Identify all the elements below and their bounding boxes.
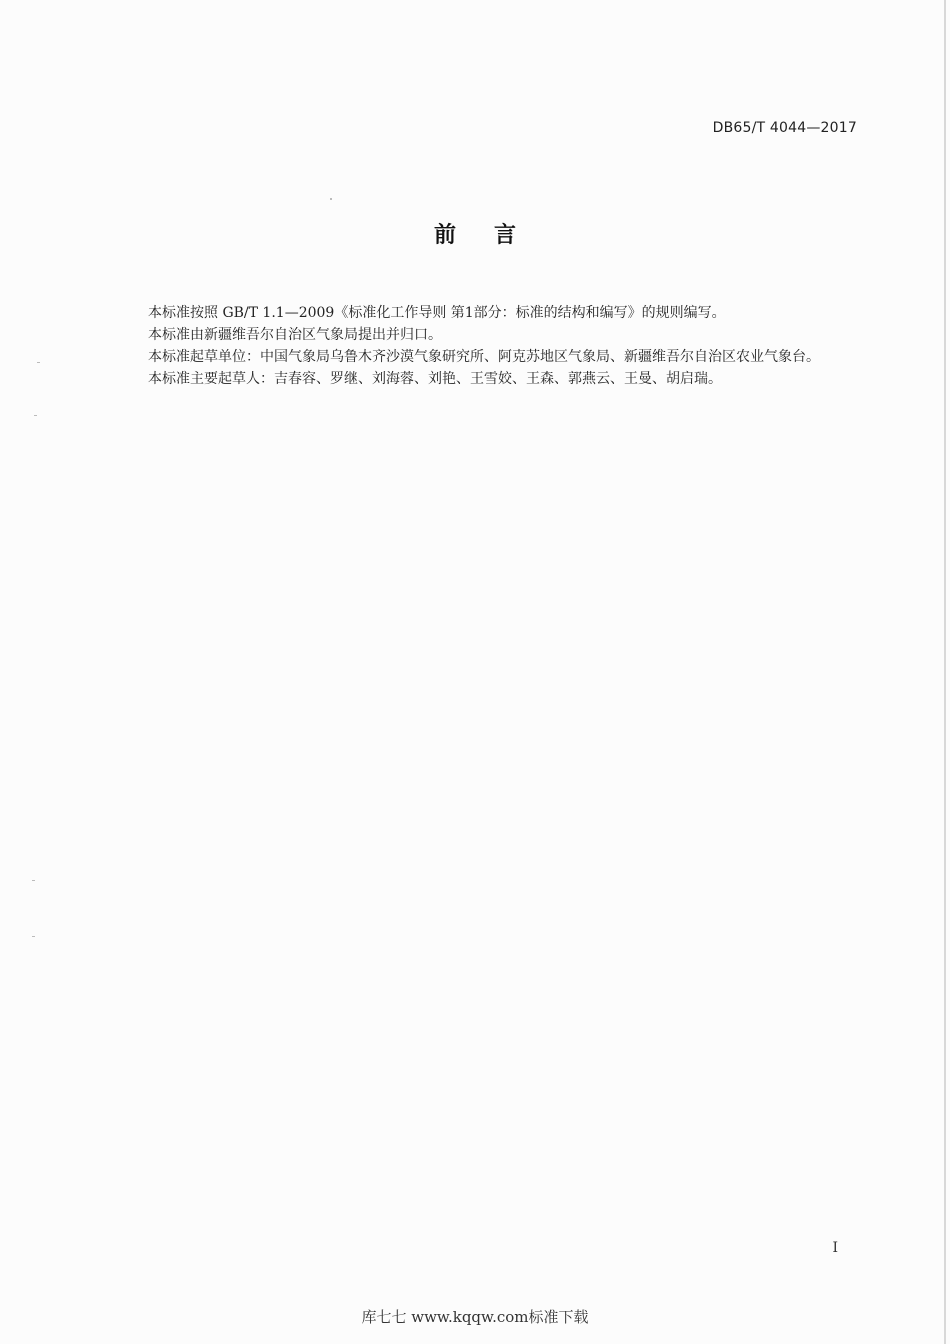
document-code: DB65/T 4044—2017 [712, 120, 857, 136]
page-title: 前言 [433, 223, 554, 248]
scan-speck [330, 198, 332, 200]
scan-edge [944, 0, 946, 1344]
foreword-paragraph: 本标准主要起草人：吉春容、罗继、刘海蓉、刘艳、王雪姣、王森、郭燕云、王曼、胡启瑞。 [148, 371, 722, 387]
scan-speck [34, 415, 37, 416]
foreword-paragraph: 本标准按照 GB/T 1.1—2009《标准化工作导则 第1部分：标准的结构和编写》的规则编写。 [148, 305, 726, 321]
footer-watermark: 库七七 www.kqqw.com标准下载 [361, 1308, 589, 1326]
scan-speck [37, 362, 40, 363]
scan-speck [32, 880, 35, 881]
scan-speck [32, 936, 35, 937]
page-number: I [832, 1240, 838, 1256]
foreword-body [115, 302, 860, 390]
foreword-paragraph: 本标准起草单位：中国气象局乌鲁木齐沙漠气象研究所、阿克苏地区气象局、新疆维吾尔自治区农业气象台。 [148, 349, 820, 365]
foreword-paragraph: 本标准由新疆维吾尔自治区气象局提出并归口。 [148, 327, 442, 343]
